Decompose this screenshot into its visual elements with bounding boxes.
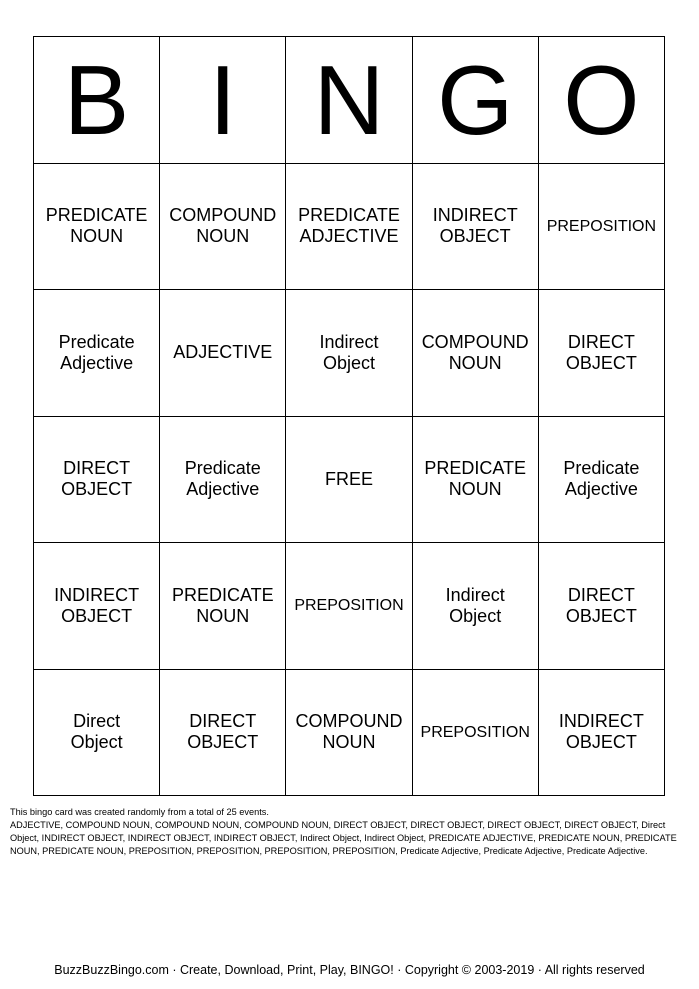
bingo-square [286, 670, 412, 797]
square-text: DIRECT OBJECT [61, 458, 133, 500]
bingo-square [34, 290, 160, 417]
bingo-square [286, 164, 412, 291]
bingo-square [160, 670, 286, 797]
square-text: PREPOSITION [294, 597, 404, 615]
bingo-square [413, 543, 539, 670]
square-text: PREDICATE NOUN [45, 205, 148, 247]
square-text: Predicate Adjective [563, 458, 640, 500]
square-text: PREPOSITION [546, 217, 657, 235]
header-letter: B [63, 44, 130, 155]
square-text: PREDICATE NOUN [171, 584, 274, 626]
bingo-square [34, 670, 160, 797]
info-events-list: ADJECTIVE, COMPOUND NOUN, COMPOUND NOUN, COMPOUND NOUN, DIRECT OBJECT, DIRECT OBJECT, DIRECT OBJECT, DIRECT OBJECT, Direct Object, INDIRECT OBJECT, INDIRECT OBJECT, INDIRECT OBJECT, Indirect Object, Indirect Object, PREDICATE ADJECTIVE, PREDICATE NOUN, PREDICATE NOUN, PREDICATE NOUN, PREPOSITION, PREPOSITION, PREPOSITION, PREPOSITION, Predicate Adjective, Predicate Adjective, Predicate Adjective. [10, 820, 677, 856]
square-text: Predicate Adjective [184, 458, 261, 500]
square-text: DIRECT OBJECT [565, 584, 637, 626]
bingo-square [34, 543, 160, 670]
bingo-square [160, 417, 286, 544]
bingo-square [160, 290, 286, 417]
bingo-square [160, 164, 286, 291]
square-text: COMPOUND NOUN [295, 711, 403, 753]
bingo-square [539, 290, 665, 417]
bingo-square [34, 417, 160, 544]
bingo-square [539, 543, 665, 670]
square-text: Indirect Object [319, 331, 379, 373]
square-text: PREDICATE ADJECTIVE [298, 205, 400, 247]
free-square [286, 417, 412, 544]
square-text: INDIRECT OBJECT [558, 711, 644, 753]
bingo-square [286, 543, 412, 670]
header-cell-i [160, 37, 286, 164]
square-text: PREDICATE NOUN [424, 458, 527, 500]
header-cell-b [34, 37, 160, 164]
square-text: DIRECT OBJECT [565, 331, 637, 373]
header-letter: I [209, 44, 237, 155]
bingo-square [539, 417, 665, 544]
footer-copyright: BuzzBuzzBingo.com · Create, Download, Print, Play, BINGO! · Copyright © 2003-2019 · All rights reserved [54, 963, 645, 977]
square-text: Indirect Object [445, 584, 505, 626]
header-cell-n [286, 37, 412, 164]
header-letter: N [313, 44, 385, 155]
square-text: ADJECTIVE [173, 342, 273, 363]
square-text: PREPOSITION [420, 723, 530, 741]
header-letter: G [437, 44, 514, 155]
square-text: COMPOUND NOUN [169, 205, 277, 247]
bingo-square [539, 670, 665, 797]
bingo-square [286, 290, 412, 417]
square-text: FREE [324, 468, 373, 489]
header-letter: O [563, 44, 640, 155]
bingo-square [539, 164, 665, 291]
square-text: INDIRECT OBJECT [432, 205, 518, 247]
bingo-square [413, 417, 539, 544]
square-text: INDIRECT OBJECT [54, 584, 140, 626]
square-text: COMPOUND NOUN [421, 331, 529, 373]
square-text: Predicate Adjective [58, 331, 135, 373]
square-text: DIRECT OBJECT [187, 711, 259, 753]
header-cell-g [413, 37, 539, 164]
info-intro: This bingo card was created randomly from a total of 25 events. [10, 807, 269, 817]
bingo-square [413, 290, 539, 417]
square-text: Direct Object [70, 711, 123, 753]
bingo-card [33, 36, 665, 796]
header-cell-o [539, 37, 665, 164]
bingo-square [413, 164, 539, 291]
bingo-square [413, 670, 539, 797]
bingo-square [34, 164, 160, 291]
card-info [10, 806, 690, 858]
bingo-square [160, 543, 286, 670]
